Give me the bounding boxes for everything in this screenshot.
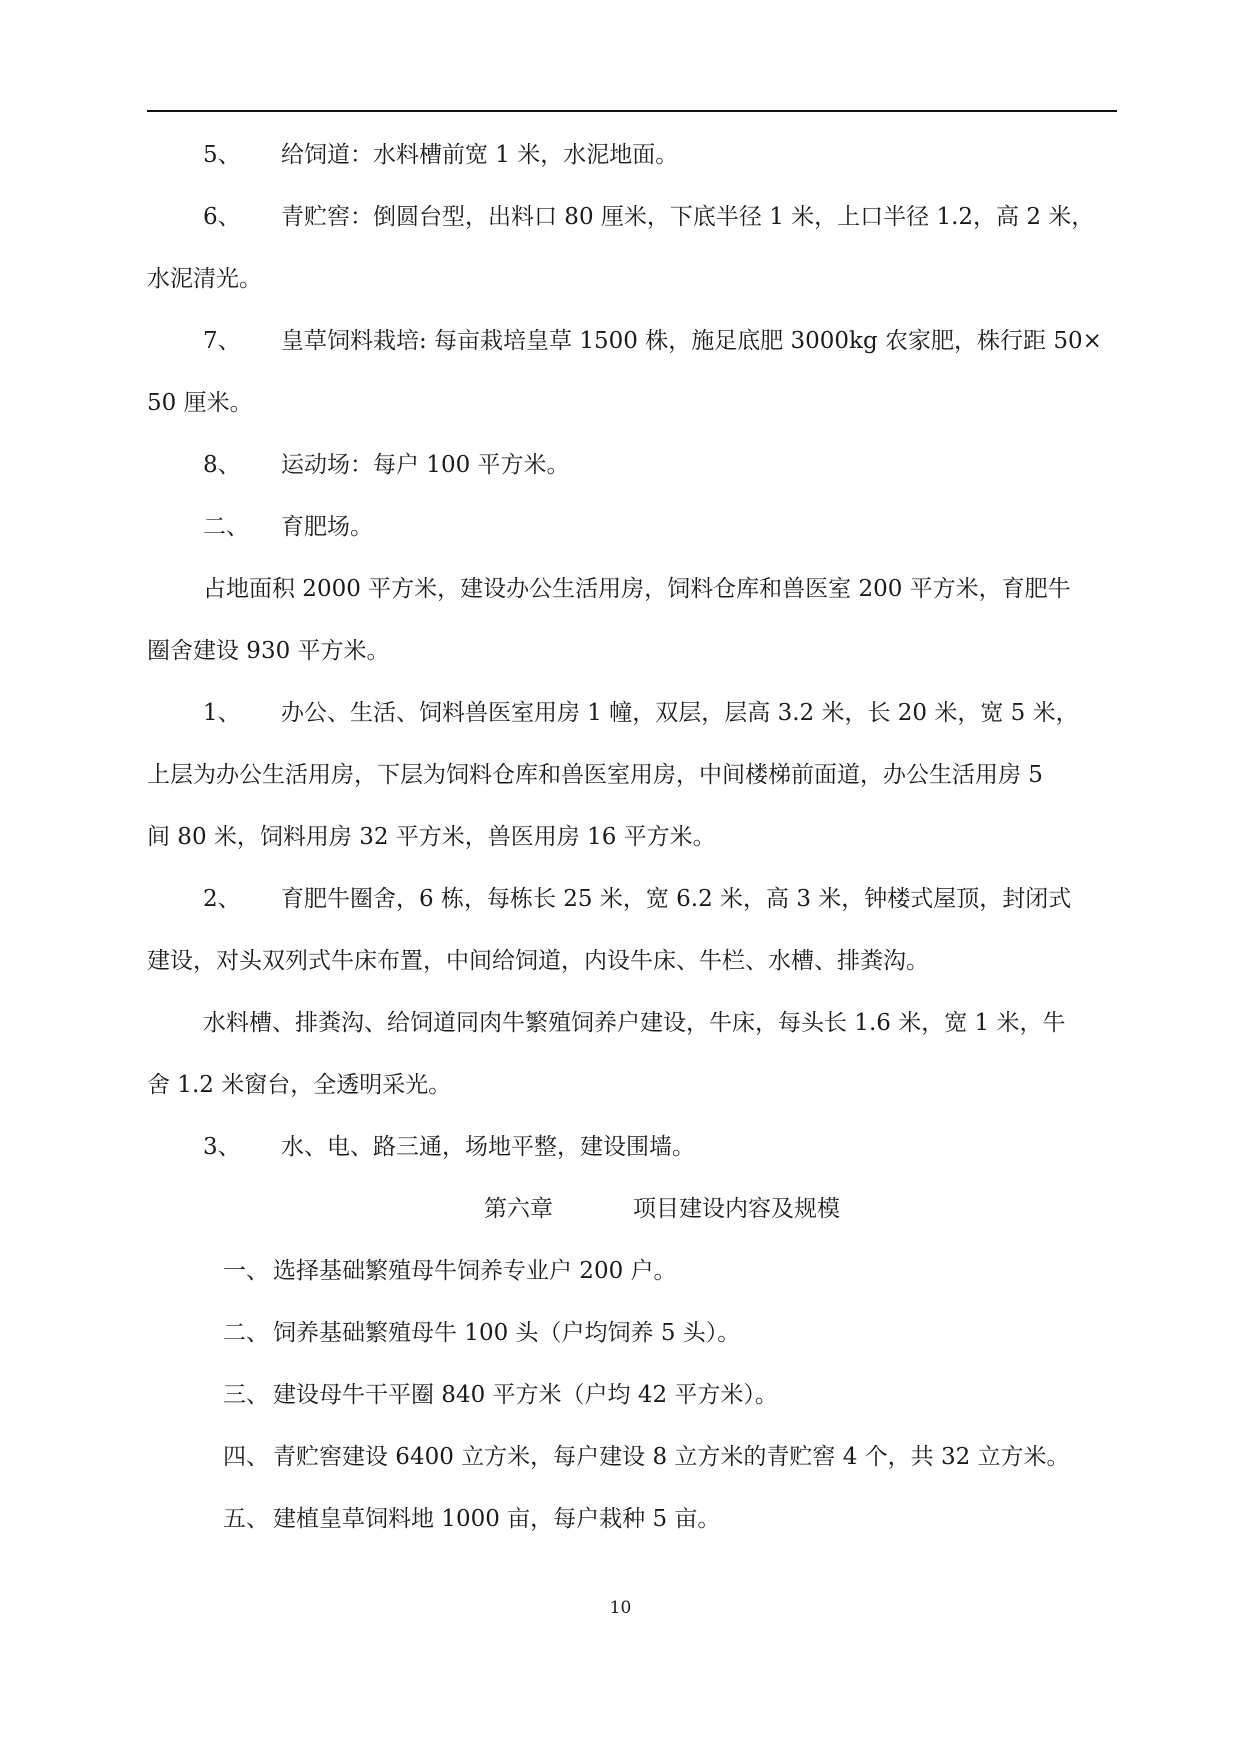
section-heading	[147, 496, 1117, 558]
item-text: 皇草饲料栽培: 每亩栽培皇草 1500 株，施足底肥 3000kg 农家肥，株行距 50×	[281, 328, 1102, 354]
list-item	[147, 124, 1117, 186]
header-rule	[147, 110, 1117, 112]
item-text: 青贮窖建设 6400 立方米，每户建设 8 立方米的青贮窖 4 个，共 32 立方米。	[273, 1444, 1070, 1470]
item-number: 3、	[203, 1134, 241, 1160]
item-text: 水、电、路三通，场地平整，建设围墙。	[281, 1134, 695, 1160]
paragraph-line: 占地面积 2000 平方米，建设办公生活用房，饲料仓库和兽医室 200 平方米，育肥牛	[203, 576, 1071, 602]
item-number: 一、	[223, 1258, 269, 1284]
item-continuation: 上层为办公生活用房，下层为饲料仓库和兽医室用房，中间楼梯前面道，办公生活用房 5	[147, 762, 1043, 788]
item-text: 给饲道：水料槽前宽 1 米，水泥地面。	[281, 142, 679, 168]
paragraph-line: 圈舍建设 930 平方米。	[147, 638, 390, 664]
item-continuation: 间 80 米，饲料用房 32 平方米，兽医用房 16 平方米。	[147, 824, 716, 850]
paragraph-line: 水料槽、排粪沟、给饲道同肉牛繁殖饲养户建设，牛床，每头长 1.6 米，宽 1 米，牛	[203, 1010, 1066, 1036]
list-item	[147, 868, 1117, 930]
item-number: 7、	[203, 328, 241, 354]
item-text: 育肥牛圈舍，6 栋，每栋长 25 米，宽 6.2 米，高 3 米，钟楼式屋顶，封闭式	[281, 886, 1072, 912]
item-number: 8、	[203, 452, 241, 478]
item-continuation: 水泥清光。	[147, 266, 262, 292]
paragraph-line: 舍 1.2 米窗台，全透明采光。	[147, 1072, 452, 1098]
document-body	[147, 124, 1117, 1550]
section-number: 二、	[203, 514, 249, 540]
item-text: 运动场：每户 100 平方米。	[281, 452, 570, 478]
list-item	[147, 1116, 1117, 1178]
list-item	[147, 186, 1117, 248]
item-number: 1、	[203, 700, 241, 726]
item-text: 建设母牛干平圈 840 平方米（户均 42 平方米）。	[273, 1382, 778, 1408]
item-number: 五、	[223, 1506, 269, 1532]
list-item	[147, 310, 1117, 372]
item-text: 青贮窖：倒圆台型，出料口 80 厘米，下底半径 1 米，上口半径 1.2，高 2 米，	[281, 204, 1095, 230]
item-text: 选择基础繁殖母牛饲养专业户 200 户。	[273, 1258, 677, 1284]
chapter-heading	[147, 1178, 1117, 1240]
list-item	[147, 434, 1117, 496]
list-item	[147, 1302, 1117, 1364]
item-continuation: 建设，对头双列式牛床布置，中间给饲道，内设牛床、牛栏、水槽、排粪沟。	[147, 948, 929, 974]
item-number: 四、	[223, 1444, 269, 1470]
chapter-label: 第六章	[484, 1196, 553, 1222]
chapter-title: 项目建设内容及规模	[633, 1196, 840, 1222]
list-item	[147, 1364, 1117, 1426]
item-continuation: 50 厘米。	[147, 390, 253, 416]
list-item	[147, 1488, 1117, 1550]
section-title: 育肥场。	[281, 514, 373, 540]
list-item	[147, 1426, 1117, 1488]
list-item	[147, 682, 1117, 744]
page-number: 10	[609, 1598, 632, 1618]
item-number: 5、	[203, 142, 241, 168]
item-number: 2、	[203, 886, 241, 912]
item-text: 办公、生活、饲料兽医室用房 1 幢，双层，层高 3.2 米，长 20 米，宽 5 米，	[281, 700, 1079, 726]
item-text: 饲养基础繁殖母牛 100 头（户均饲养 5 头）。	[273, 1320, 741, 1346]
item-number: 三、	[223, 1382, 269, 1408]
list-item	[147, 1240, 1117, 1302]
item-number: 二、	[223, 1320, 269, 1346]
item-text: 建植皇草饲料地 1000 亩，每户栽种 5 亩。	[273, 1506, 721, 1532]
item-number: 6、	[203, 204, 241, 230]
